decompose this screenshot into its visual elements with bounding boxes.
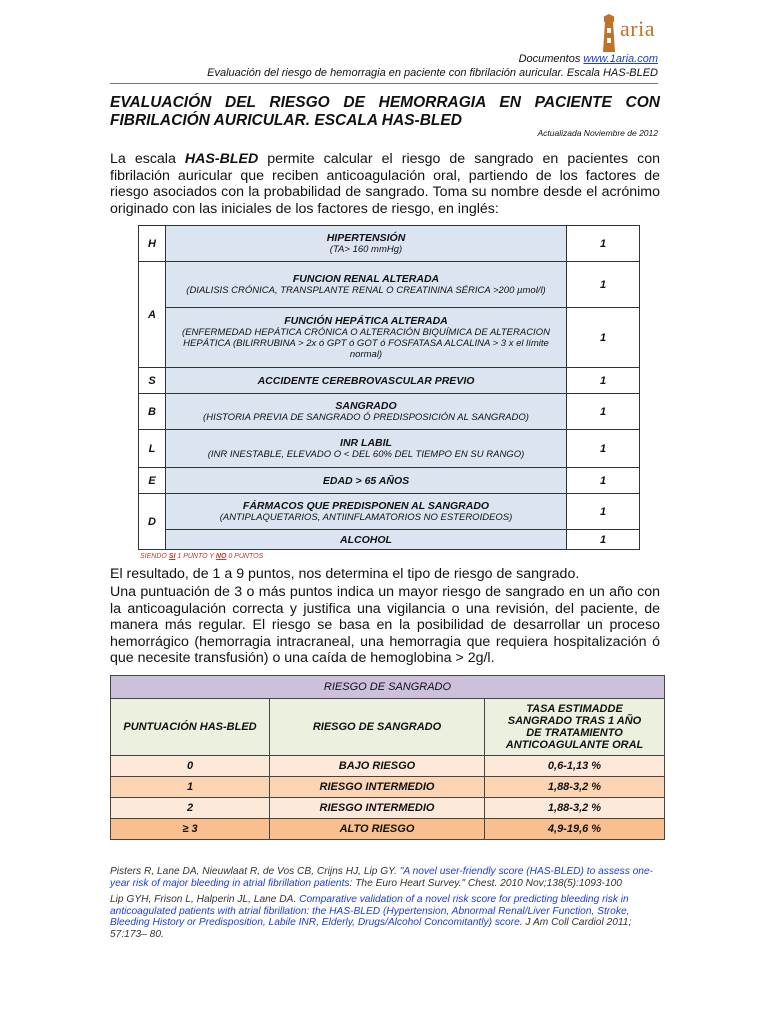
factor-points: 1 — [567, 430, 640, 468]
column-header: TASA ESTIMADDE SANGRADO TRAS 1 AÑO DE TRATAMIENTO ANTICOAGULANTE ORAL — [485, 699, 665, 756]
risk-cell: BAJO RIESGO — [270, 756, 485, 777]
factor-points: 1 — [567, 368, 640, 394]
factor-detail: (DIALISIS CRÓNICA, TRANSPLANTE RENAL O CREATININA SÉRICA >200 µmol/l) — [186, 285, 546, 296]
score-cell: 1 — [111, 777, 270, 798]
table-row — [111, 798, 665, 819]
table-row — [111, 777, 665, 798]
table-row — [139, 394, 640, 430]
factor-letter: S — [139, 368, 166, 394]
page-title: EVALUACIÓN DEL RIESGO DE HEMORRAGIA EN PACIENTE CON FIBRILACIÓN AURICULAR. ESCALA HAS-BLED — [110, 94, 660, 129]
factor-detail: (TA> 160 mmHg) — [329, 244, 403, 255]
factor-points: 1 — [567, 394, 640, 430]
factor-points: 1 — [567, 494, 640, 530]
factor-detail: (ENFERMEDAD HEPÁTICA CRÓNICA O ALTERACIÓN BIQUÍMICA DE ALTERACION HEPÁTICA (BILIRRUBINA > 2x ó GPT ó GOT ó FOSFATASA ALCALINA > 3 x el límite normal) — [182, 327, 550, 360]
rate-cell: 1,88-3,2 % — [485, 777, 665, 798]
factor-letter: A — [139, 262, 166, 368]
factor-name: ACCIDENTE CEREBROVASCULAR PREVIO — [257, 374, 475, 387]
risk-cell: RIESGO INTERMEDIO — [270, 798, 485, 819]
factor-letter: E — [139, 468, 166, 494]
factor-letter: L — [139, 430, 166, 468]
factor-detail: (ANTIPLAQUETARIOS, ANTIINFLAMATORIOS NO ESTEROIDEOS) — [219, 512, 513, 523]
table-row — [111, 819, 665, 840]
factor-name: EDAD > 65 AÑOS — [322, 474, 410, 487]
table-row — [111, 699, 665, 756]
intro-paragraph: La escala HAS-BLED permite calcular el riesgo de sangrado en pacientes con fibrilación auricular que reciben anticoagulación oral, partiendo de los factores de riesgo asociados con la probabilidad de sangrado. Toma su nombre desde el acrónimo originado con las iniciales de los factores de riesgo, en inglés: — [110, 151, 660, 217]
reference-link[interactable]: Comparative validation of a novel risk score for predicting bleeding risk in anticoagulated patients with atrial fibrillation: the HAS-BLED (Hypertension, Abnormal Renal/Liver Function, Stroke, Bleeding History or Predisposition, Labile INR, Elderly, Drugs/Alcohol Concomitantly) score — [110, 894, 630, 928]
factor-detail: (INR INESTABLE, ELEVADO O < DEL 60% DEL TIEMPO EN SU RANGO) — [207, 449, 525, 460]
result-text: El resultado, de 1 a 9 puntos, nos determina el tipo de riesgo de sangrado. — [110, 566, 580, 582]
factor-name: ALCOHOL — [340, 533, 392, 546]
reference-link[interactable]: "A novel user-friendly score (HAS-BLED) to assess one-year risk of major bleeding in atrial fibrillation patients — [110, 866, 654, 889]
table-row — [139, 530, 640, 550]
factor-detail: (HISTORIA PREVIA DE SANGRADO Ó PREDISPOSICIÓN AL SANGRADO) — [203, 412, 529, 423]
factor-points: 1 — [567, 530, 640, 550]
rate-cell: 1,88-3,2 % — [485, 798, 665, 819]
factor-points: 1 — [567, 468, 640, 494]
lighthouse-icon — [598, 14, 620, 54]
table-row — [139, 226, 640, 262]
column-header: RIESGO DE SANGRADO — [270, 699, 485, 756]
factor-letter: D — [139, 494, 166, 550]
table-row — [139, 494, 640, 530]
website-link[interactable]: www.1aria.com — [583, 53, 658, 65]
factor-name: FUNCION RENAL ALTERADA — [292, 273, 440, 285]
rate-cell: 0,6-1,13 % — [485, 756, 665, 777]
factor-name: INR LABIL — [340, 437, 392, 449]
logo-text: aria — [620, 16, 655, 41]
reference-2: Lip GYH, Frison L, Halperin JL, Lane DA. Comparative validation of a novel risk score for predicting bleeding risk in anticoagulated patients with atrial fibrillation: the HAS-BLED (Hypertension, Abnormal Renal/Liver Function, Stroke, Bleeding History or Predisposition, Labile INR, Elderly, Drugs/Alcohol Concomitantly) score. J Am Coll Cardiol 2011; 57:173– 80. — [110, 894, 632, 940]
documents-label: Documentos — [518, 53, 581, 65]
header-subtitle: Evaluación del riesgo de hemorragia en paciente con fibrilación auricular. Escala HAS-BLED — [207, 67, 658, 79]
factor-name: HIPERTENSIÓN — [326, 232, 406, 244]
factor-points: 1 — [567, 262, 640, 308]
factor-letter: H — [139, 226, 166, 262]
factor-name: FUNCIÓN HEPÁTICA ALTERADA — [284, 315, 448, 327]
risk-cell: RIESGO INTERMEDIO — [270, 777, 485, 798]
table-row — [139, 262, 640, 308]
reference-1: Pisters R, Lane DA, Nieuwlaat R, de Vos CB, Crijns HJ, Lip GY. "A novel user-friendly score (HAS-BLED) to assess one-year risk of major bleeding in atrial fibrillation patients: The Euro Heart Survey." Chest. 2010 Nov;138(5):1093-100 — [110, 866, 654, 889]
factors-table — [138, 225, 640, 550]
factor-name: FÁRMACOS QUE PREDISPONEN AL SANGRADO — [242, 500, 490, 512]
score-cell: ≥ 3 — [111, 819, 270, 840]
logo — [598, 14, 668, 54]
column-header: PUNTUACIÓN HAS-BLED — [111, 699, 270, 756]
table-row — [139, 468, 640, 494]
table-row — [139, 430, 640, 468]
table-row — [111, 676, 665, 699]
explanation-paragraph: Una puntuación de 3 o más puntos indica un mayor riesgo de sangrado en un año con la anticoagulación correcta y justifica una vigilancia o una revisión, del paciente, de manera más regular. El riesgo se basa en la posibilidad de desarrollar un proceso hemorrágico (hemorragia intracraneal, una hemorragia que requiera hospitalización ó que necesite transfusión) o una caída de hemoglobina > 2g/l. — [110, 584, 660, 666]
table-row — [139, 368, 640, 394]
score-cell: 2 — [111, 798, 270, 819]
risk-table-caption: RIESGO DE SANGRADO — [111, 676, 665, 699]
header-documents — [519, 53, 658, 65]
factor-points: 1 — [567, 308, 640, 368]
header-divider — [110, 83, 658, 84]
score-cell: 0 — [111, 756, 270, 777]
table-footnote: SIENDO SI 1 PUNTO Y NO 0 PUNTOS — [140, 553, 264, 560]
factor-name: SANGRADO — [335, 400, 397, 412]
factor-letter: B — [139, 394, 166, 430]
factor-points: 1 — [567, 226, 640, 262]
updated-date: Actualizada Noviembre de 2012 — [537, 128, 658, 138]
has-bled-term: HAS-BLED — [184, 151, 259, 167]
table-row — [139, 308, 640, 368]
table-row — [111, 756, 665, 777]
rate-cell: 4,9-19,6 % — [485, 819, 665, 840]
risk-cell: ALTO RIESGO — [270, 819, 485, 840]
risk-table — [110, 675, 665, 840]
